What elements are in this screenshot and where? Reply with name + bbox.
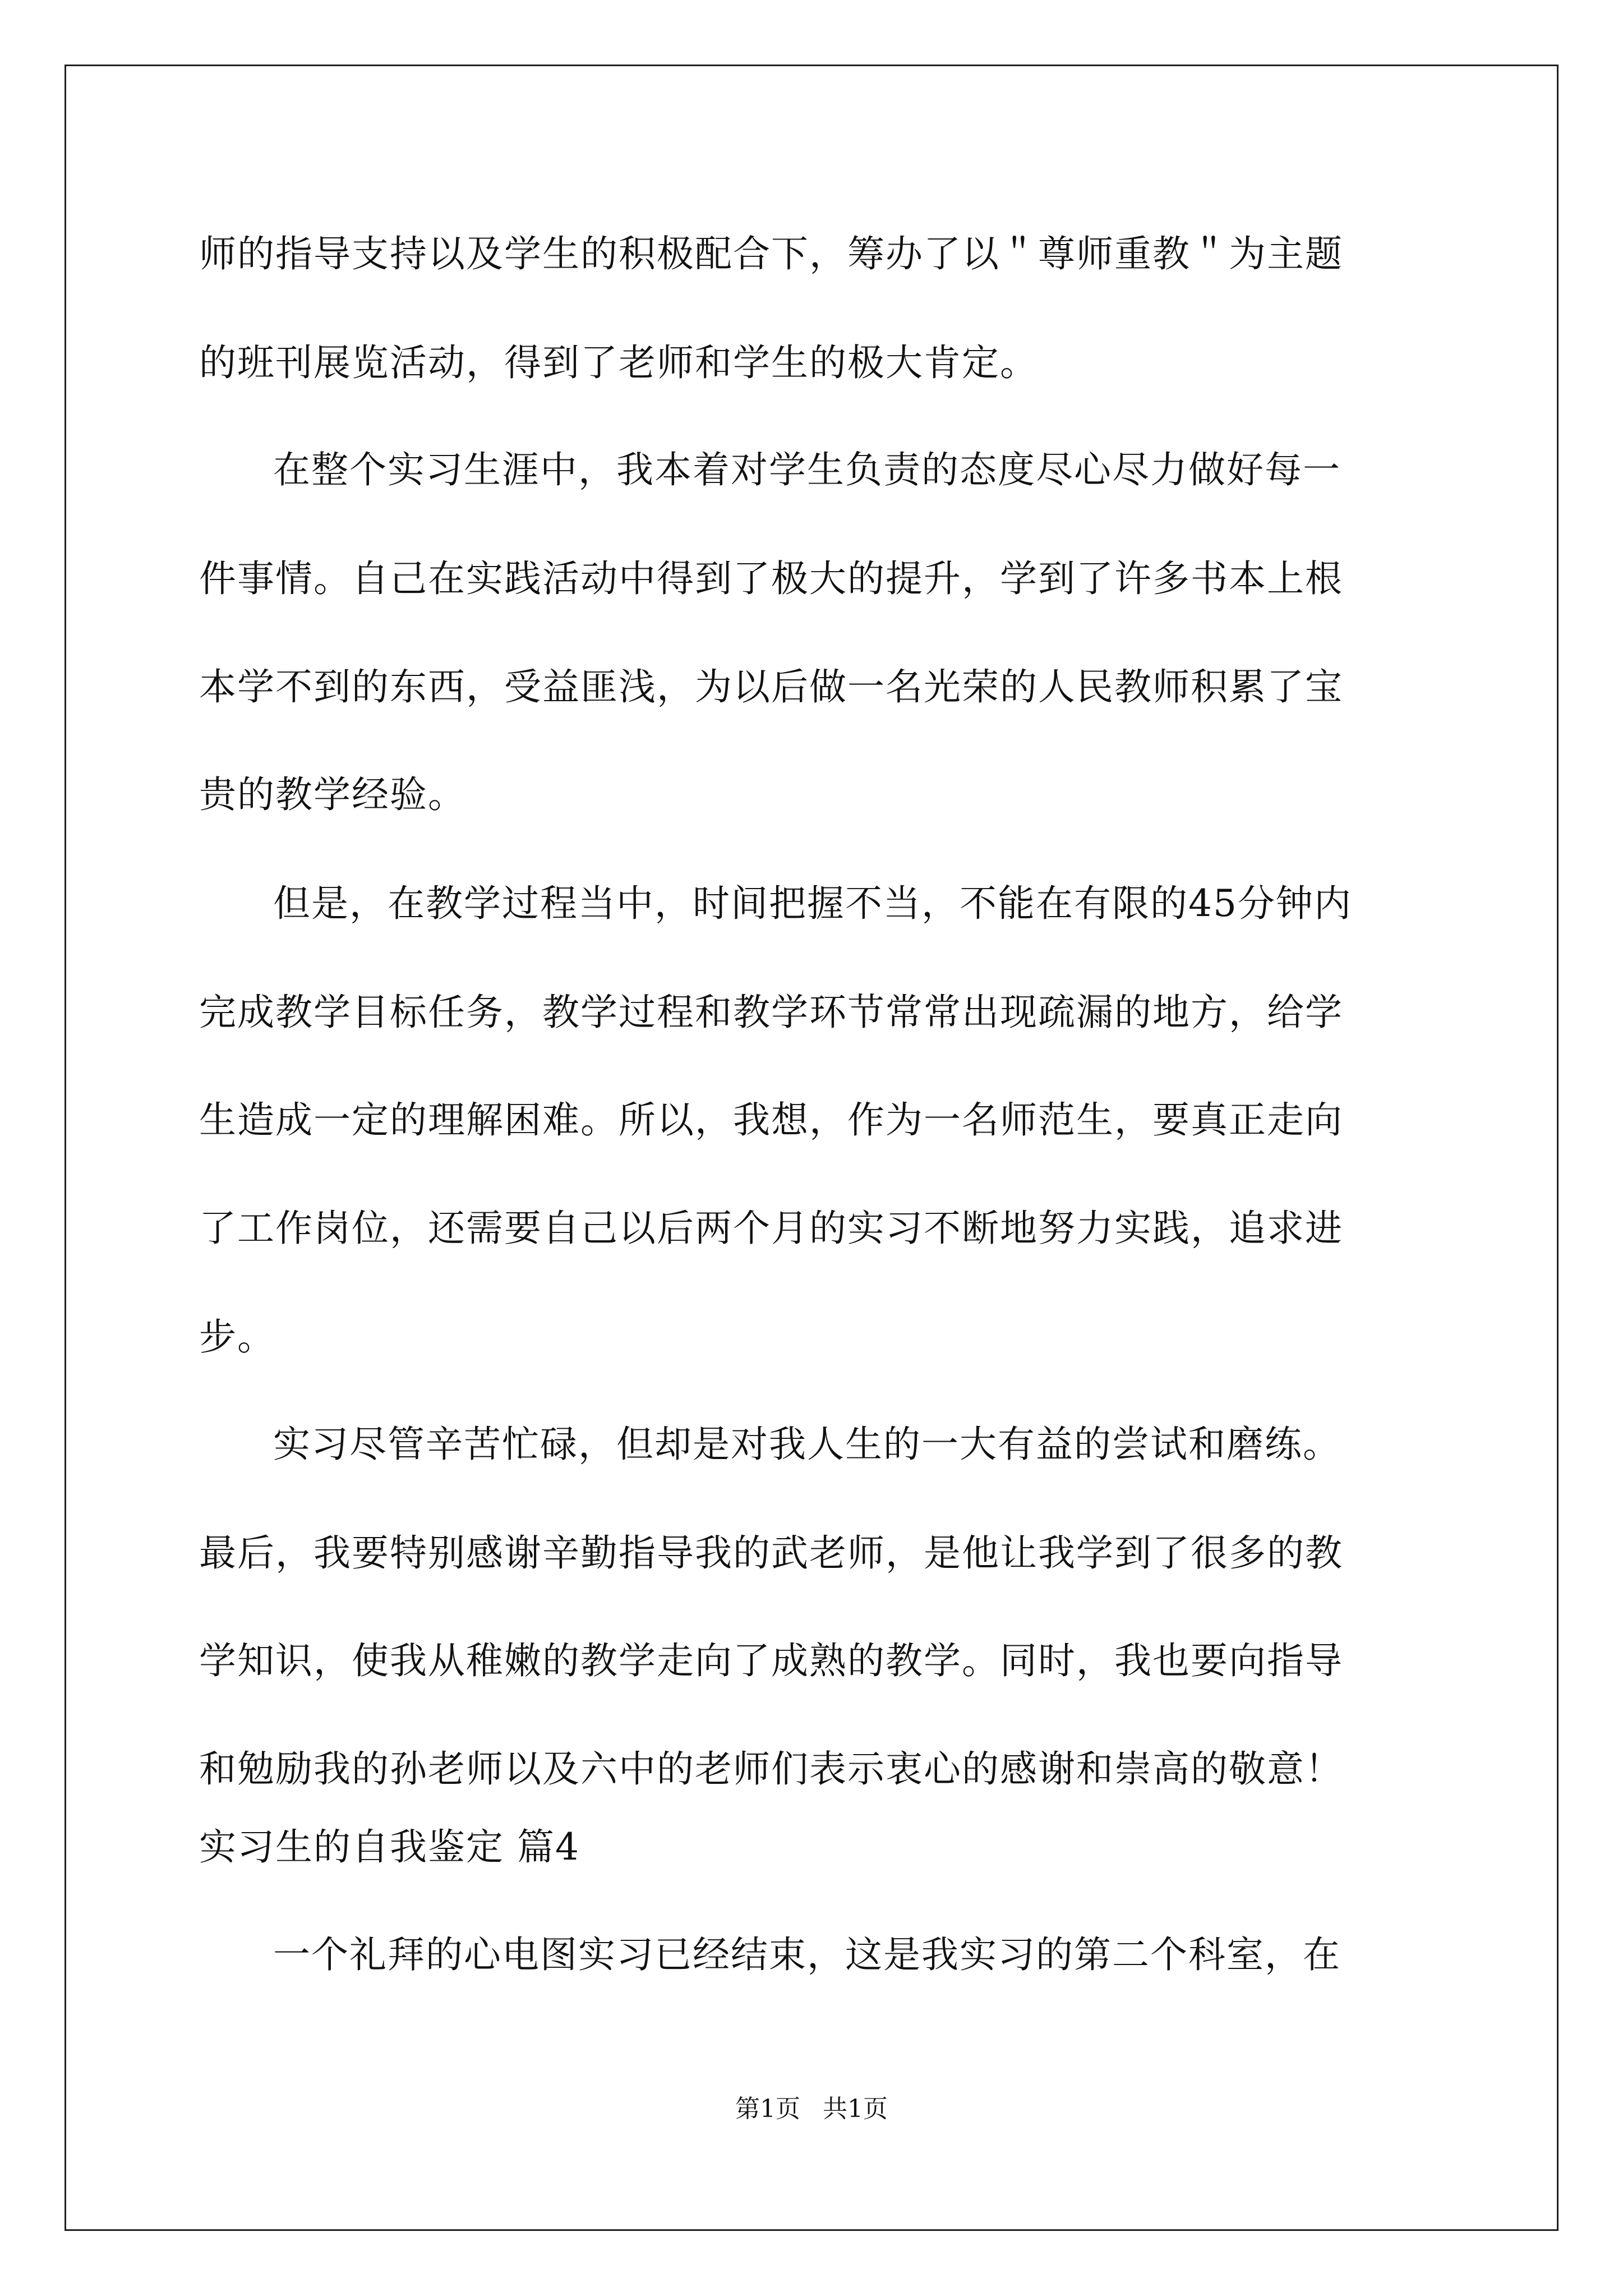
page-total: 共1页 [823, 2095, 888, 2123]
text-line: 的班刊展览活动，得到了老师和学生的极大肯定。 [199, 341, 1038, 384]
text-line: 生造成一定的理解困难。所以，我想，作为一名师范生，要真正走向 [199, 1098, 1343, 1142]
text-line: 和勉励我的孙老师以及六中的老师们表示衷心的感谢和崇高的敬意！ [199, 1747, 1343, 1791]
text-line: 实习尽管辛苦忙碌，但却是对我人生的一大有益的尝试和磨练。 [273, 1423, 1341, 1466]
page-footer [0, 2092, 1623, 2126]
text-line: 最后，我要特别感谢辛勤指导我的武老师，是他让我学到了很多的教 [199, 1531, 1343, 1575]
text-line: 件事情。自己在实践活动中得到了极大的提升，学到了许多书本上根 [199, 557, 1343, 600]
text-line: 师的指导支持以及学生的积极配合下，筹办了以＂尊师重教＂为主题 [199, 232, 1343, 275]
text-line: 但是，在教学过程当中，时间把握不当，不能在有限的45分钟内 [273, 882, 1352, 925]
text-line: 在整个实习生涯中，我本着对学生负责的态度尽心尽力做好每一 [273, 448, 1341, 491]
text-line: 本学不到的东西，受益匪浅，为以后做一名光荣的人民教师积累了宝 [199, 665, 1343, 708]
text-line: 了工作岗位，还需要自己以后两个月的实习不断地努力实践，追求进 [199, 1207, 1343, 1250]
page-number: 第1页 [735, 2095, 800, 2123]
section-heading: 实习生的自我鉴定 篇4 [199, 1825, 580, 1869]
text-line: 一个礼拜的心电图实习已经结束，这是我实习的第二个科室，在 [273, 1933, 1341, 1976]
text-line: 贵的教学经验。 [199, 773, 466, 816]
text-line: 学知识，使我从稚嫩的教学走向了成熟的教学。同时，我也要向指导 [199, 1639, 1343, 1682]
text-line: 完成教学目标任务，教学过程和教学环节常常出现疏漏的地方，给学 [199, 991, 1343, 1034]
text-line: 步。 [199, 1315, 275, 1359]
